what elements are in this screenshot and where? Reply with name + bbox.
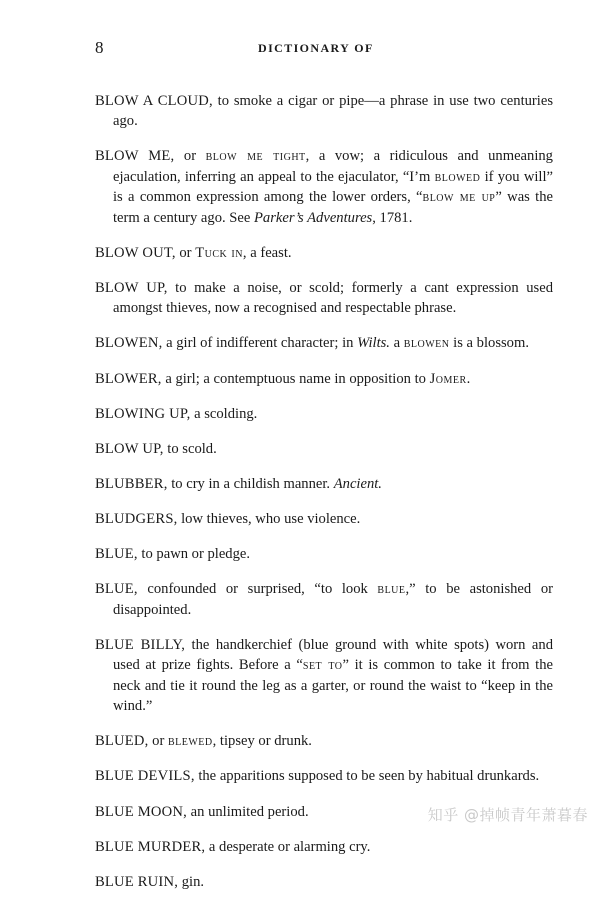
watermark: 知乎 @掉帧青年萧暮春: [427, 806, 588, 824]
definition-text: if you will” is a common expression among the lower orders, “: [113, 168, 553, 206]
headword: BLUE,: [95, 546, 138, 563]
definition-text: ,” to be astonished or disappointed.: [113, 581, 553, 618]
headword: BLUE MURDER,: [95, 838, 206, 855]
dictionary-entries: [95, 76, 553, 897]
definition: gin.: [178, 873, 205, 890]
definition-text: , tipsey or drunk.: [212, 733, 312, 750]
small-caps-term: blow me up: [422, 189, 496, 206]
small-caps-term: set to: [302, 657, 343, 674]
definition-text: a: [389, 335, 404, 352]
entry-blued: [95, 731, 553, 752]
entry-blue-murder: [95, 837, 553, 858]
definition-text: to cry in a childish manner.: [167, 475, 334, 492]
entry-blow-up-noise: [95, 278, 553, 319]
small-caps-term: blow me tight: [205, 148, 306, 165]
definition-text: or: [174, 148, 206, 165]
headword: BLUE DEVILS,: [95, 768, 195, 785]
definition-text: or: [148, 733, 168, 750]
small-caps-term: blowed: [434, 168, 481, 185]
definition: an unlimited period.: [187, 803, 309, 820]
headword: BLUDGERS,: [95, 510, 178, 527]
definition-text: or: [175, 244, 196, 261]
entry-blowing-up: [95, 404, 553, 425]
entry-blow-up-scold: [95, 439, 553, 460]
entry-blue-ruin: [95, 872, 553, 893]
page-number: 8: [95, 38, 104, 57]
definition: to smoke a cigar or pipe—a phrase in use two centuries ago.: [113, 92, 553, 130]
small-caps-term: blowen: [403, 335, 450, 352]
entry-blue-confounded: [95, 579, 553, 620]
definition: the apparitions supposed to be seen by habitual drunkards.: [194, 768, 540, 785]
entry-blue-billy: [95, 635, 553, 717]
entry-blower: [95, 369, 553, 390]
headword: BLOW A CLOUD,: [95, 92, 213, 109]
definition: low thieves, who use violence.: [177, 510, 361, 527]
entry-blue-pawn: [95, 544, 553, 565]
definition-text: , a feast.: [242, 244, 292, 261]
headword: BLUED,: [95, 733, 149, 750]
definition-text: , a vow; a ridiculous and unmeaning ejaculation, inferring an appeal to the ejaculator, “I’m: [113, 148, 553, 185]
italic-citation: Parker’s Adventures: [254, 209, 373, 226]
small-caps-term: Jomer: [429, 370, 467, 387]
italic-term: Ancient.: [333, 475, 382, 492]
small-caps-term: blue: [377, 581, 406, 598]
entry-blow-me: [95, 146, 553, 228]
small-caps-term: blewed: [167, 733, 213, 750]
headword: BLUBBER,: [95, 475, 168, 492]
headword: BLOW ME,: [95, 148, 175, 165]
headword: BLOW OUT,: [95, 244, 176, 261]
definition-text: , 1781.: [372, 209, 413, 226]
headword: BLOWEN,: [95, 335, 163, 352]
headword: BLUE,: [95, 581, 138, 598]
entry-blow-a-cloud: [95, 91, 553, 132]
definition-text: ” it is common to take it from the neck and tie it round the leg as a garter, or round the waist to “keep in the wind.”: [113, 657, 554, 715]
headword: BLUE RUIN,: [95, 873, 179, 890]
definition: to scold.: [163, 440, 217, 457]
running-head: DICTIONARY OF: [258, 41, 374, 55]
definition-text: ” was the term a century ago. See: [113, 189, 553, 226]
entry-blow-out: [95, 243, 553, 264]
headword: BLOW UP,: [95, 440, 164, 457]
definition-text: confounded or surprised, “to look: [137, 581, 378, 598]
headword: BLUE BILLY,: [95, 636, 186, 653]
definition-text: the handkerchief (blue ground with white spots) worn and used at prize fights. Before a “: [113, 636, 554, 674]
definition-text: a girl; a contemptuous name in opposition to: [161, 370, 430, 387]
entry-blubber: [95, 474, 553, 495]
definition: a desperate or alarming cry.: [205, 838, 371, 855]
italic-term: Wilts.: [357, 335, 390, 352]
headword: BLOW UP,: [95, 279, 168, 296]
definition-text: .: [466, 370, 471, 387]
small-caps-term: Tuck in: [195, 244, 243, 261]
definition-text: a girl of indifferent character; in: [162, 335, 358, 352]
definition: a scolding.: [190, 405, 258, 422]
definition: to make a noise, or scold; formerly a cant expression used amongst thieves, now a recognised and respectable phrase.: [113, 279, 553, 317]
entry-blowen: [95, 333, 553, 354]
headword: BLOWER,: [95, 370, 162, 387]
entry-bludgers: [95, 509, 553, 530]
headword: BLUE MOON,: [95, 803, 187, 820]
definition-text: is a blossom.: [449, 335, 529, 352]
headword: BLOWING UP,: [95, 405, 191, 422]
entry-blue-devils: [95, 766, 553, 787]
definition: to pawn or pledge.: [137, 546, 251, 563]
